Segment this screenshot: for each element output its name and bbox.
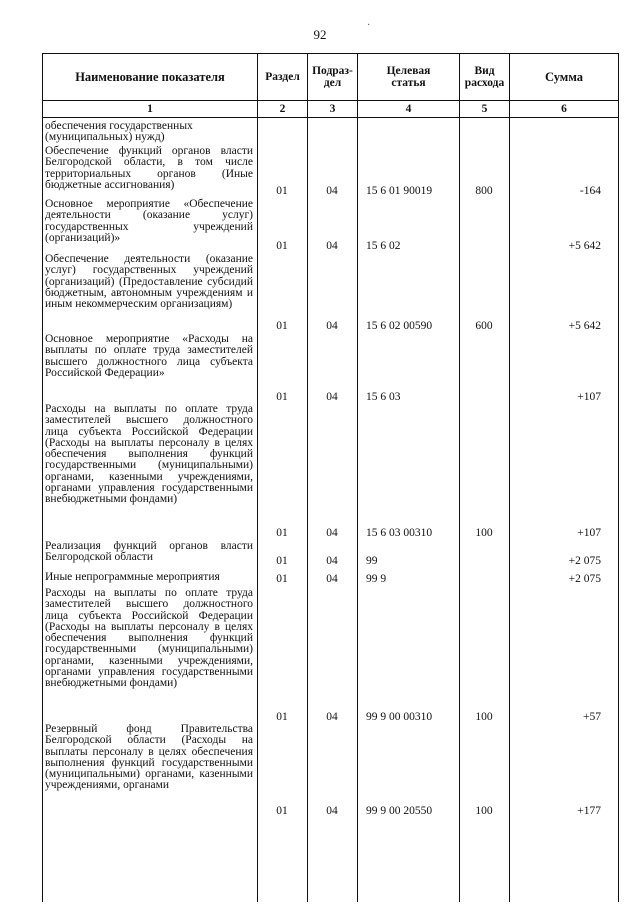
row-statya: 15 6 02 00590: [366, 319, 433, 332]
row-statya: 15 6 02: [366, 239, 401, 252]
row-razdel: 01: [276, 804, 288, 817]
row-statya: 99: [366, 554, 378, 567]
row-podrazdel: 04: [326, 184, 338, 197]
row-razdel: 01: [276, 319, 288, 332]
row-summa: +5 642: [568, 239, 601, 252]
row-name: Иные непрограммные мероприятия: [45, 571, 220, 583]
table-row: [42, 254, 618, 332]
column-number: 2: [258, 101, 308, 118]
column-number: 1: [43, 101, 258, 118]
row-razdel: 01: [276, 184, 288, 197]
row-podrazdel: 04: [326, 526, 338, 539]
row-podrazdel: 04: [326, 239, 338, 252]
row-podrazdel: 04: [326, 554, 338, 567]
row-statya: 15 6 01 90019: [366, 184, 433, 197]
table-row: [42, 724, 618, 817]
row-summa: +5 642: [568, 319, 601, 332]
row-statya: 99 9 00 20550: [366, 804, 433, 817]
row-razdel: 01: [276, 526, 288, 539]
table-header-row: [43, 54, 619, 101]
column-number: 5: [460, 101, 510, 118]
row-name: Резервный фонд Правительства Белгородской области (Расходы на выплаты персоналу в целях обеспечения выполнения функций государственными (муниципальными) органами, казенными учреждениями, органами: [45, 723, 253, 792]
table-row: [42, 541, 618, 567]
row-razdel: 01: [276, 710, 288, 723]
row-summa: +57: [583, 710, 601, 723]
row-name: Обеспечение функций органов власти Белгородской области, в том числе территориальных органов (Иные бюджетные ассигнования): [45, 145, 253, 191]
row-razdel: 01: [276, 554, 288, 567]
row-summa: +177: [577, 804, 601, 817]
table-row: [42, 588, 618, 723]
header-podrazdel: Подраз- дел: [308, 54, 358, 101]
row-razdel: 01: [276, 239, 288, 252]
table-row: [42, 404, 618, 539]
table-row: [42, 199, 618, 252]
row-vid: 100: [475, 710, 493, 723]
header-razdel: Раздел: [258, 54, 308, 101]
row-razdel: 01: [276, 390, 288, 403]
row-summa: +107: [577, 526, 601, 539]
row-name: Обеспечение деятельности (оказание услуг) государственных учреждений (организаций) (Предоставление субсидий бюджетным, автономным учреждениям и иным некоммерческим организациям): [45, 253, 253, 311]
table-row: [42, 572, 618, 585]
column-number: 4: [358, 101, 460, 118]
row-name: Основное мероприятие «Обеспечение деятельности (оказание услуг) государственных учреждений (организаций)»: [45, 198, 253, 244]
row-podrazdel: 04: [326, 572, 338, 585]
header-vid: Вид расхода: [460, 54, 510, 101]
row-name: Расходы на выплаты по оплате труда заместителей высшего должностного лица субъекта Российской Федерации (Расходы на выплаты персоналу в целях обеспечения выполнения функций государственными (муниципальными) органами, казенными учреждениями, органами управления государственными внебюджетными фондами): [45, 587, 253, 690]
row-summa: +107: [577, 390, 601, 403]
row-podrazdel: 04: [326, 804, 338, 817]
row-vid: 600: [475, 319, 493, 332]
table-row: [42, 334, 618, 403]
column-number: 3: [308, 101, 358, 118]
table-row: [42, 146, 618, 197]
row-vid: 100: [475, 804, 493, 817]
row-summa: -164: [579, 184, 601, 197]
row-statya: 99 9 00 00310: [366, 710, 433, 723]
column-number: 6: [510, 101, 619, 118]
table-row: [42, 121, 618, 145]
row-vid: 800: [475, 184, 493, 197]
scan-mark: ·: [367, 20, 371, 31]
row-podrazdel: 04: [326, 390, 338, 403]
header-name: Наименование показателя: [43, 54, 258, 101]
row-statya: 15 6 03 00310: [366, 526, 433, 539]
header-statya: Целевая статья: [358, 54, 460, 101]
row-podrazdel: 04: [326, 710, 338, 723]
row-statya: 99 9: [366, 572, 387, 585]
row-razdel: 01: [276, 572, 288, 585]
row-name: Расходы на выплаты по оплате труда заместителей высшего должностного лица субъекта Российской Федерации (Расходы на выплаты персоналу в целях обеспечения выполнения функций государственными (муниципальными) органами, казенными учреждениями, органами управления государственными внебюджетными фондами): [45, 403, 253, 506]
row-summa: +2 075: [568, 572, 601, 585]
row-name: Реализация функций органов власти Белгородской области: [45, 540, 253, 564]
row-statya: 15 6 03: [366, 390, 401, 403]
row-name: обеспечения государственных (муниципальных) нужд): [45, 120, 193, 144]
row-name: Основное мероприятие «Расходы на выплаты по оплате труда заместителей высшего должностного лица субъекта Российской Федерации»: [45, 333, 253, 379]
column-number-row: [43, 101, 619, 118]
row-summa: +2 075: [568, 554, 601, 567]
page-number: 92: [313, 27, 327, 42]
row-podrazdel: 04: [326, 319, 338, 332]
row-vid: 100: [475, 526, 493, 539]
header-summa: Сумма: [510, 54, 619, 101]
